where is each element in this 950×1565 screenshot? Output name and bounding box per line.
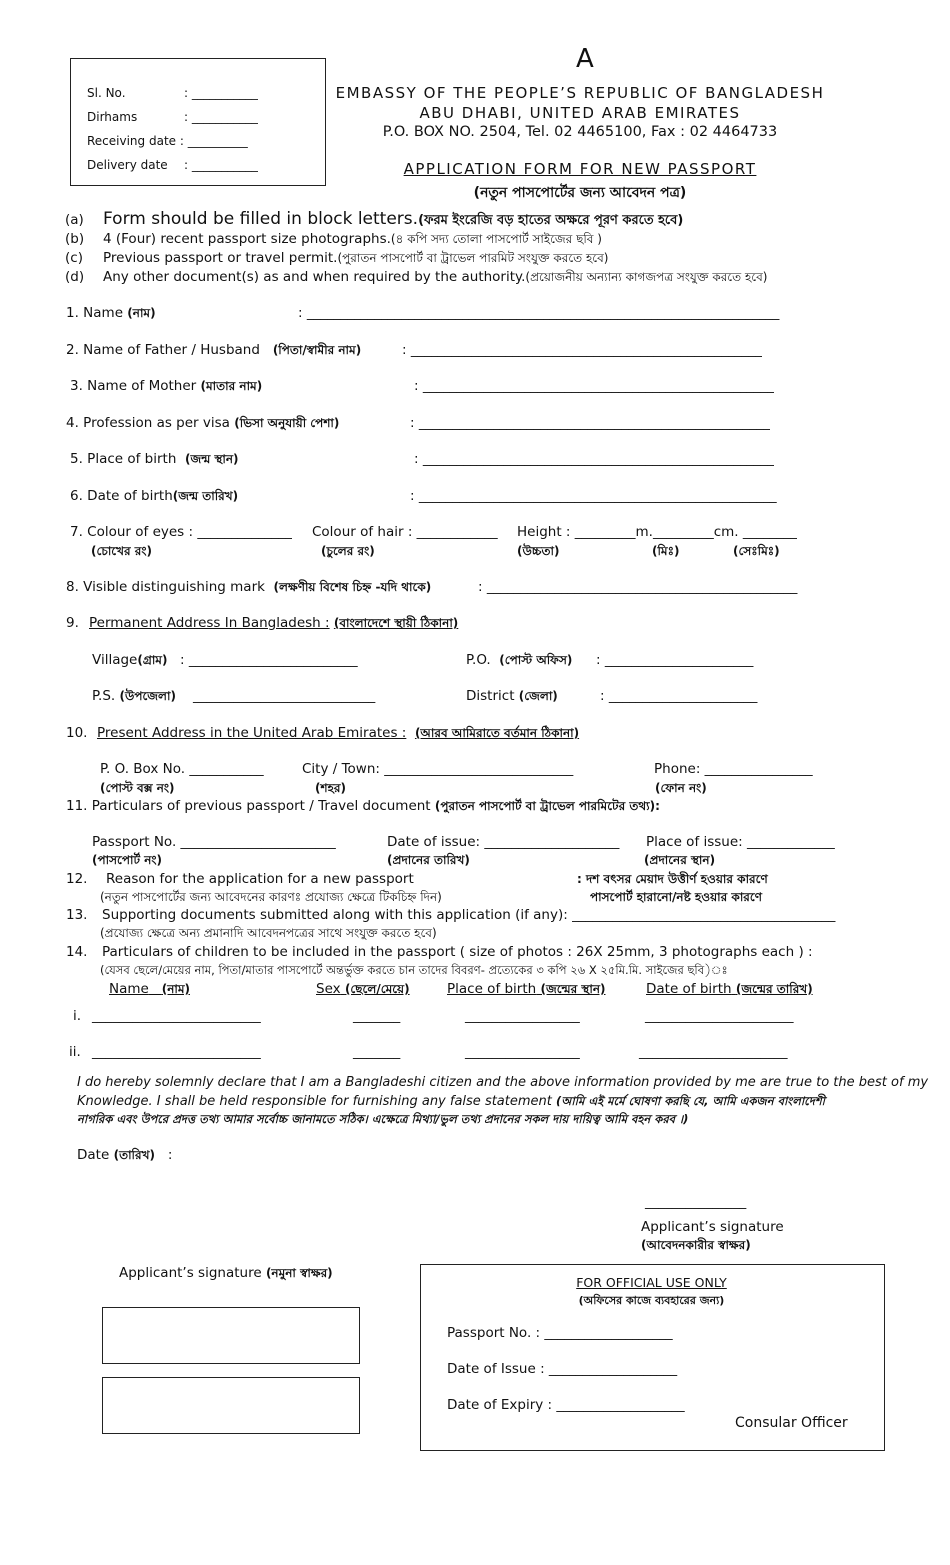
previous-passport-no-field[interactable]: Passport No. _______________________ xyxy=(92,834,336,850)
embassy-name: EMBASSY OF THE PEOPLE’S REPUBLIC OF BANGLADESH xyxy=(335,84,825,102)
instruction-bn: (ফরম ইংরেজি বড় হাতের অক্ষরে পূরণ করতে হবে) xyxy=(418,213,684,228)
official-use-title: FOR OFFICIAL USE ONLY xyxy=(576,1275,727,1290)
previous-issue-date-field[interactable]: Date of issue: ____________________ xyxy=(387,834,620,850)
official-issue-date-field[interactable]: Date of Issue : ___________________ xyxy=(447,1361,678,1377)
instruction-bn: (প্রয়োজনীয় অন্যান্য কাগজপত্র সংযুক্ত করতে হবে) xyxy=(525,270,768,284)
eye-colour-field[interactable]: 7. Colour of eyes : ______________ xyxy=(70,524,292,540)
field-label: 2. Name of Father / Husband xyxy=(66,342,260,358)
place-of-birth-field[interactable]: : ____________________________________________________ xyxy=(414,451,774,467)
field-label: 11. Particulars of previous passport / Travel document xyxy=(66,798,431,814)
column-header: Date of birth xyxy=(646,981,732,997)
instruction-mark: (b) xyxy=(65,231,85,247)
declaration-bn: (আমি এই মর্মে ঘোষণা করছি যে, আমি একজন বাংলাদেশী xyxy=(556,1094,825,1108)
previous-passport-heading xyxy=(66,798,660,818)
previous-issue-place-bn: (প্রদানের স্থান) xyxy=(644,853,716,867)
instruction-text: Any other document(s) as and when required by the authority. xyxy=(103,269,526,285)
applicant-signature-line[interactable]: _______________ xyxy=(645,1194,747,1210)
instruction-bn: (৪ কপি সদ্য তোলা পাসপোর্ট সাইজের ছবি ) xyxy=(390,232,602,246)
reason-heading xyxy=(66,871,414,887)
field-label: Permanent Address In Bangladesh : xyxy=(89,615,330,631)
date-of-birth-field[interactable]: : _____________________________________________________ xyxy=(410,488,777,504)
field-number: 14. xyxy=(66,944,88,960)
dirhams-field[interactable]: : ___________ xyxy=(184,110,258,124)
city-field[interactable]: City / Town: ____________________________ xyxy=(302,761,574,777)
instruction-mark: (d) xyxy=(65,269,85,285)
post-office-field[interactable]: : ______________________ xyxy=(596,652,754,668)
field-label: Applicant’s signature xyxy=(119,1265,262,1281)
applicant-signature-bn: (আবেদনকারীর স্বাক্ষর) xyxy=(641,1238,751,1252)
child-row-number: ii. xyxy=(69,1044,81,1060)
field-label: 8. Visible distinguishing mark xyxy=(66,579,265,595)
instruction-c xyxy=(65,250,608,270)
field-label: Supporting documents submitted along with this application (if any): _______________________________________ xyxy=(102,907,836,923)
children-col-sex xyxy=(316,981,410,1001)
city-bn: (শহর) xyxy=(315,781,346,795)
field-label: 4. Profession as per visa xyxy=(66,415,230,431)
supporting-docs-field[interactable] xyxy=(66,907,835,923)
child-sex-field[interactable]: _______ xyxy=(353,1044,401,1060)
child-dob-field[interactable]: ______________________ xyxy=(639,1044,788,1060)
present-address-heading xyxy=(66,725,579,745)
height-bn: (উচ্চতা) xyxy=(517,544,560,558)
height-field[interactable]: Height : _________m._________cm. ________ xyxy=(517,524,797,540)
district-label xyxy=(466,688,558,708)
field-label: P.S. xyxy=(92,688,116,704)
field-label-bn: (গ্রাম) xyxy=(137,653,168,667)
field-label-bn: (বাংলাদেশে স্থায়ী ঠিকানা) xyxy=(333,616,459,630)
column-header-bn: (নাম) xyxy=(161,982,190,996)
place-of-birth-label xyxy=(70,451,239,471)
field-label-bn: (নমুনা স্বাক্ষর) xyxy=(265,1266,333,1280)
father-name-field[interactable]: : ____________________________________________________ xyxy=(402,342,762,358)
child-pob-field[interactable]: _________________ xyxy=(465,1044,580,1060)
field-label: Present Address in the United Arab Emirates : xyxy=(97,725,407,741)
instruction-text: Form should be filled in block letters. xyxy=(103,209,419,229)
profession-label xyxy=(66,415,339,435)
field-label-bn: (নাম) xyxy=(127,306,156,320)
field-label-bn: (উপজেলা) xyxy=(119,689,176,703)
children-col-pob xyxy=(447,981,606,1001)
field-label: 6. Date of birth xyxy=(70,488,173,504)
field-label-bn: (মাতার নাম) xyxy=(200,379,263,393)
date-of-birth-label xyxy=(70,488,238,508)
mother-name-label xyxy=(70,378,262,398)
declaration-line-3: নাগরিক এবং উপরে প্রদত্ত তথ্য আমার সর্বোচ্চ জানামতে সঠিক। এক্ষেত্রে মিথ্যা/ভুল তথ্য প্রদানের সকল দায় দায়িত্ব আমি বহন করব ।) xyxy=(77,1112,689,1126)
official-expiry-date-field[interactable]: Date of Expiry : ___________________ xyxy=(447,1397,685,1413)
column-header-bn: (ছেলে/মেয়ে) xyxy=(344,982,410,996)
instruction-bn: (পুরাতন পাসপোর্ট বা ট্রাভেল পারমিট সংযুক্ত করতে হবে) xyxy=(337,251,609,265)
applicant-signature-label: Applicant’s signature xyxy=(641,1219,784,1235)
father-name-label xyxy=(66,342,361,362)
instruction-text: Previous passport or travel permit. xyxy=(103,250,338,266)
children-col-dob xyxy=(646,981,813,1001)
column-header-bn: (জন্মের স্থান) xyxy=(540,982,606,996)
children-col-name xyxy=(109,981,190,1001)
reason-bn: (নতুন পাসপোর্টের জন্য আবেদনের কারণঃ প্রযোজ্য ক্ষেত্রে টিকচিহ্ন দিন) xyxy=(100,890,442,904)
instruction-b xyxy=(65,231,602,251)
field-number: 13. xyxy=(66,907,88,923)
po-box-field[interactable]: P. O. Box No. ___________ xyxy=(100,761,264,777)
sample-signature-box-2[interactable] xyxy=(102,1377,360,1434)
field-label-bn: (জন্ম স্থান) xyxy=(184,452,239,466)
date-label xyxy=(77,1147,172,1167)
official-passport-no-field[interactable]: Passport No. : ___________________ xyxy=(447,1325,673,1341)
village-label xyxy=(92,652,167,672)
field-label: 1. Name xyxy=(66,305,123,321)
children-bn: (যেসব ছেলে/মেয়ের নাম, পিতা/মাতার পাসপোর্টে অন্তর্ভুক্ত করতে চান তাদের বিবরণ- প্রত্যেকের ৩ কপি ২৬ X ২৫মি.মি. সাইজের ছবি)ঃ xyxy=(100,963,728,977)
eye-colour-bn: (চোখের রং) xyxy=(91,544,153,558)
sample-signature-box-1[interactable] xyxy=(102,1307,360,1364)
mother-name-field[interactable]: : ____________________________________________________ xyxy=(414,378,774,394)
field-number: 12. xyxy=(66,871,88,887)
children-heading xyxy=(66,944,813,960)
child-name-field[interactable]: _________________________ xyxy=(92,1044,261,1060)
column-header-bn: (জন্মের তারিখ) xyxy=(735,982,813,996)
declaration-line-2 xyxy=(77,1093,825,1112)
declaration-en: Knowledge. I shall be held responsible for furnishing any false statement xyxy=(77,1094,552,1109)
instruction-d xyxy=(65,269,767,289)
child-row-number: i. xyxy=(73,1008,82,1024)
field-label: District xyxy=(466,688,515,704)
field-label-bn: (জন্ম তারিখ) xyxy=(172,489,239,503)
district-field[interactable]: : ______________________ xyxy=(600,688,758,704)
post-office-label xyxy=(466,652,572,672)
profession-field[interactable]: : ____________________________________________________ xyxy=(410,415,770,431)
field-label: Village xyxy=(92,652,138,668)
embassy-city: ABU DHABI, UNITED ARAB EMIRATES xyxy=(419,104,741,122)
receiving-date-field[interactable]: Receiving date : __________ xyxy=(87,134,248,148)
police-station-field[interactable]: ___________________________ xyxy=(193,688,376,704)
field-label-bn: (পোস্ট অফিস) xyxy=(499,653,573,667)
name-label xyxy=(66,305,156,325)
delivery-date-label: Delivery date xyxy=(87,158,168,172)
field-label-bn: (পুরাতন পাসপোর্ট বা ট্রাভেল পারমিটের তথ্য): xyxy=(434,799,660,813)
field-label-bn: (পিতা/স্বামীর নাম) xyxy=(272,343,362,357)
instruction-mark: (c) xyxy=(65,250,83,266)
village-field[interactable]: : _________________________ xyxy=(180,652,358,668)
instruction-mark: (a) xyxy=(65,212,84,228)
sl-no-label: Sl. No. xyxy=(87,86,126,100)
field-label-bn: (লক্ষণীয় বিশেষ চিহ্ন -যদি থাকে) xyxy=(273,580,432,594)
police-station-label xyxy=(92,688,176,708)
consular-officer-label: Consular Officer xyxy=(735,1415,848,1431)
column-header: Place of birth xyxy=(447,981,537,997)
supporting-docs-bn: (প্রযোজ্য ক্ষেত্রে অন্য প্রমানাদি আবেদনপত্রের সাথে সংযুক্ত করতে হবে) xyxy=(100,926,437,940)
reason-option-lost[interactable]: পাসপোর্ট হারানো/নষ্ট হওয়ার কারণে xyxy=(590,890,762,904)
po-box-bn: (পোস্ট বক্স নং) xyxy=(100,781,175,795)
phone-bn: (ফোন নং) xyxy=(655,781,707,795)
phone-field[interactable]: Phone: ________________ xyxy=(654,761,813,777)
form-title: APPLICATION FORM FOR NEW PASSPORT xyxy=(403,160,757,178)
instruction-text: 4 (Four) recent passport size photographs. xyxy=(103,231,391,247)
form-code: A xyxy=(576,44,594,74)
delivery-date-field[interactable]: : ___________ xyxy=(184,158,258,172)
previous-issue-place-field[interactable]: Place of issue: _____________ xyxy=(646,834,835,850)
field-label: Particulars of children to be included in the passport ( size of photos : 26X 25mm, 3 photographs each ) : xyxy=(102,944,813,960)
centimeter-bn: (সেঃমিঃ) xyxy=(733,544,780,558)
child-name-field[interactable]: _________________________ xyxy=(92,1008,261,1024)
field-label: P.O. xyxy=(466,652,491,668)
field-label: Date xyxy=(77,1147,110,1163)
sl-no-field[interactable]: : ___________ xyxy=(184,86,258,100)
field-colon: : xyxy=(167,1147,173,1163)
dirhams-label: Dirhams xyxy=(87,110,138,124)
field-label-bn: (জেলা) xyxy=(518,689,558,703)
field-label: Reason for the application for a new passport xyxy=(106,871,414,887)
embassy-contact: P.O. BOX NO. 2504, Tel. 02 4465100, Fax : 02 4464733 xyxy=(382,124,778,140)
field-label-bn: (আরব আমিরাতে বর্তমান ঠিকানা) xyxy=(414,726,580,740)
child-dob-field[interactable]: ______________________ xyxy=(645,1008,794,1024)
child-sex-field[interactable]: _______ xyxy=(353,1008,401,1024)
column-header: Name xyxy=(109,981,149,997)
permanent-address-heading xyxy=(66,615,458,635)
form-title-bn: (নতুন পাসপোর্টের জন্য আবেদন পত্র) xyxy=(473,185,687,201)
meter-bn: (মিঃ) xyxy=(652,544,680,558)
field-number: 9. xyxy=(66,615,79,631)
reason-option-expired[interactable]: : দশ বৎসর মেয়াদ উত্তীর্ণ হওয়ার কারণে xyxy=(577,872,768,886)
distinguishing-mark-field[interactable]: : ______________________________________________ xyxy=(478,579,798,595)
declaration-line-1: I do hereby solemnly declare that I am a Bangladeshi citizen and the above information provided by me are true to the best of my xyxy=(77,1075,929,1090)
sample-signature-label xyxy=(119,1265,333,1285)
column-header: Sex xyxy=(316,981,341,997)
previous-passport-no-bn: (পাসপোর্ট নং) xyxy=(92,853,163,867)
name-field[interactable]: : ______________________________________________________________________ xyxy=(298,305,780,321)
hair-colour-field[interactable]: Colour of hair : ____________ xyxy=(312,524,498,540)
field-number: 10. xyxy=(66,725,88,741)
instruction-a xyxy=(65,209,683,232)
field-label-bn: (তারিখ) xyxy=(113,1148,155,1162)
child-pob-field[interactable]: _________________ xyxy=(465,1008,580,1024)
official-use-title-bn: (অফিসের কাজে ব্যবহারের জন্য) xyxy=(578,1294,725,1307)
distinguishing-mark-label xyxy=(66,579,431,599)
field-label: 5. Place of birth xyxy=(70,451,177,467)
field-label-bn: (ভিসা অনুযায়ী পেশা) xyxy=(234,416,340,430)
previous-issue-date-bn: (প্রদানের তারিখ) xyxy=(387,853,470,867)
field-label: 3. Name of Mother xyxy=(70,378,197,394)
hair-colour-bn: (চুলের রং) xyxy=(321,544,375,558)
